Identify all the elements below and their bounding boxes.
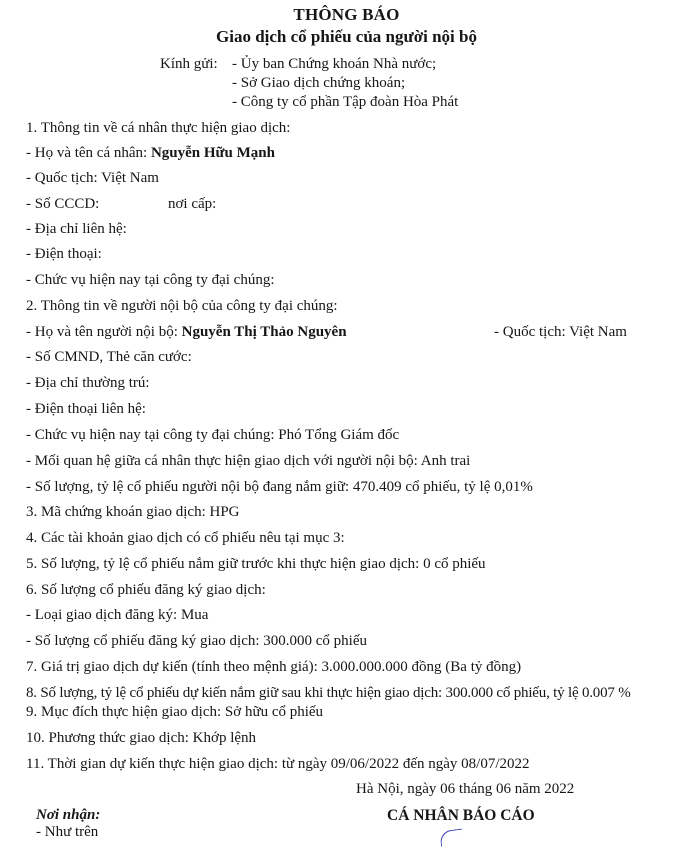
document-title: THÔNG BÁO bbox=[293, 5, 400, 24]
place-date: Hà Nội, ngày 06 tháng 06 năm 2022 bbox=[356, 781, 575, 797]
signature-stroke bbox=[439, 828, 464, 846]
item-4: 4. Các tài khoản giao dịch có cổ phiếu nêu tại mục 3: bbox=[26, 530, 345, 546]
trader-position: - Chức vụ hiện nay tại công ty đại chúng: bbox=[26, 272, 275, 288]
section1-heading: 1. Thông tin về cá nhân thực hiện giao dịch: bbox=[26, 120, 291, 136]
trader-name-value: Nguyễn Hữu Mạnh bbox=[150, 145, 275, 161]
insider-nationality: - Quốc tịch: Việt Nam bbox=[494, 324, 627, 340]
trader-id-label: - Số CCCD: bbox=[26, 196, 100, 212]
trader-issued-label: nơi cấp: bbox=[168, 196, 217, 212]
insider-name-line bbox=[26, 324, 347, 341]
item-6: 6. Số lượng cổ phiếu đăng ký giao dịch: bbox=[26, 582, 266, 598]
item-5: 5. Số lượng, tỷ lệ cổ phiếu nắm giữ trước khi thực hiện giao dịch: 0 cổ phiếu bbox=[26, 556, 486, 572]
addressee-item: - Sở Giao dịch chứng khoán; bbox=[232, 75, 406, 91]
item-8: 8. Số lượng, tỷ lệ cổ phiếu dự kiến nắm giữ sau khi thực hiện giao dịch: 300.000 cổ phiếu, tỷ lệ 0.007 % bbox=[26, 685, 631, 701]
document-subtitle: Giao dịch cổ phiếu của người nội bộ bbox=[216, 27, 477, 46]
insider-id: - Số CMND, Thẻ căn cước: bbox=[26, 349, 192, 365]
trader-address: - Địa chỉ liên hệ: bbox=[26, 221, 127, 237]
addressee-item: - Công ty cổ phần Tập đoàn Hòa Phát bbox=[232, 94, 459, 110]
insider-phone: - Điện thoại liên hệ: bbox=[26, 401, 146, 417]
section2-heading: 2. Thông tin về người nội bộ của công ty đại chúng: bbox=[26, 298, 338, 314]
item-3: 3. Mã chứng khoán giao dịch: HPG bbox=[26, 504, 240, 520]
recipients-item: - Như trên bbox=[36, 824, 99, 840]
item-6-quantity: - Số lượng cổ phiếu đăng ký giao dịch: 300.000 cổ phiếu bbox=[26, 633, 368, 649]
addressee-label: Kính gửi: bbox=[160, 56, 218, 72]
signer-title: CÁ NHÂN BÁO CÁO bbox=[387, 807, 535, 824]
item-7: 7. Giá trị giao dịch dự kiến (tính theo mệnh giá): 3.000.000.000 đồng (Ba tỷ đồng) bbox=[26, 659, 522, 675]
insider-relationship: - Mối quan hệ giữa cá nhân thực hiện giao dịch với người nội bộ: Anh trai bbox=[26, 453, 471, 469]
item-11: 11. Thời gian dự kiến thực hiện giao dịch: từ ngày 09/06/2022 đến ngày 08/07/2022 bbox=[26, 756, 530, 772]
recipients-label: Nơi nhận: bbox=[36, 807, 101, 823]
insider-address: - Địa chỉ thường trú: bbox=[26, 375, 150, 391]
trader-name-label: - Họ và tên cá nhân: bbox=[26, 145, 151, 161]
insider-name-value: Nguyễn Thị Thảo Nguyên bbox=[181, 324, 347, 340]
item-6-type: - Loại giao dịch đăng ký: Mua bbox=[26, 607, 209, 623]
insider-holdings: - Số lượng, tỷ lệ cổ phiếu người nội bộ đang nắm giữ: 470.409 cổ phiếu, tỷ lệ 0,01% bbox=[26, 479, 533, 495]
trader-nationality: - Quốc tịch: Việt Nam bbox=[26, 170, 159, 186]
addressee-item: - Ủy ban Chứng khoán Nhà nước; bbox=[232, 56, 437, 72]
trader-phone: - Điện thoại: bbox=[26, 246, 102, 262]
trader-name-line bbox=[26, 145, 275, 162]
insider-name-label: - Họ và tên người nội bộ: bbox=[26, 324, 182, 340]
insider-position: - Chức vụ hiện nay tại công ty đại chúng: Phó Tổng Giám đốc bbox=[26, 427, 400, 443]
item-9: 9. Mục đích thực hiện giao dịch: Sở hữu cổ phiếu bbox=[26, 704, 324, 720]
item-10: 10. Phương thức giao dịch: Khớp lệnh bbox=[26, 730, 257, 746]
